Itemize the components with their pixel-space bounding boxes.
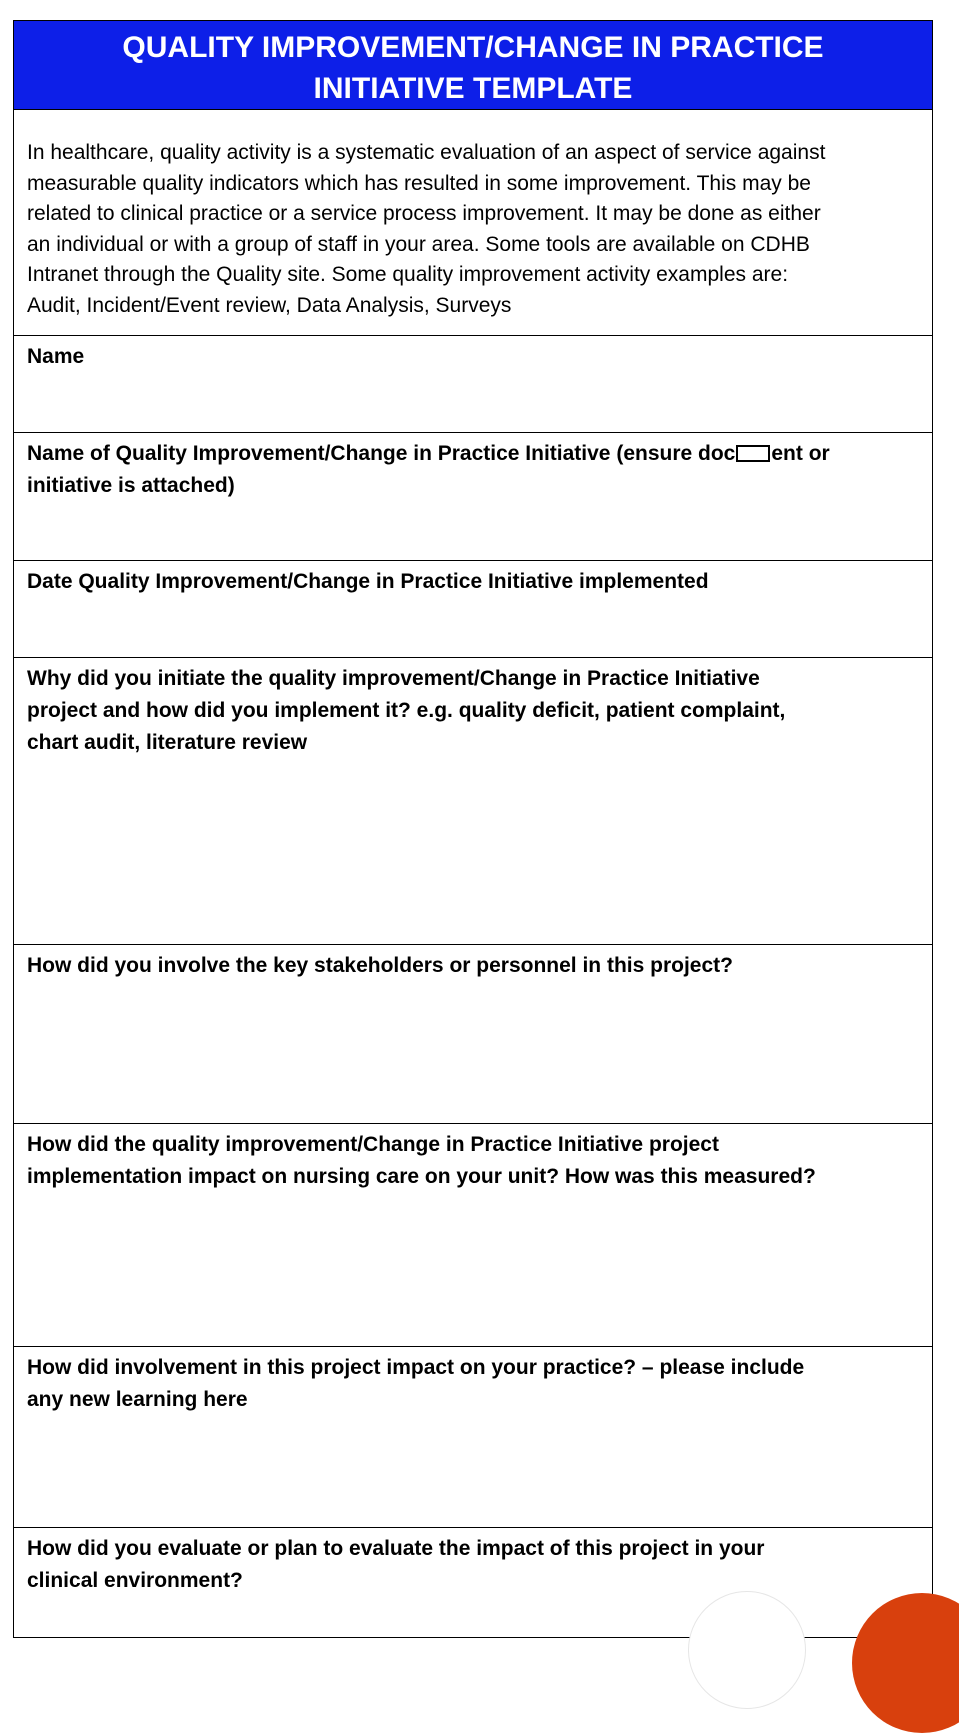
redaction-box-icon: [736, 445, 770, 462]
evaluate-label-line: How did you evaluate or plan to evaluate the impact of this project in your: [27, 1537, 765, 1560]
intro-line: In healthcare, quality activity is a systematic evaluation of an aspect of service against: [27, 141, 826, 164]
stakeholders-field[interactable]: [14, 945, 933, 1124]
impact-nursing-label-line: implementation impact on nursing care on your unit? How was this measured?: [27, 1165, 816, 1188]
stakeholders-label: How did you involve the key stakeholders or personnel in this project?: [27, 954, 733, 977]
impact-practice-label-line: any new learning here: [27, 1388, 248, 1411]
evaluate-label-line: clinical environment?: [27, 1569, 243, 1592]
initiative-name-label-line-2: initiative is attached): [27, 474, 235, 497]
intro-line: related to clinical practice or a service process improvement. It may be done as either: [27, 202, 821, 225]
why-initiate-field[interactable]: [14, 658, 933, 945]
impact-nursing-field[interactable]: [14, 1124, 933, 1347]
date-implemented-field[interactable]: [14, 561, 933, 658]
why-initiate-label-line: Why did you initiate the quality improvement/Change in Practice Initiative: [27, 667, 760, 690]
intro-line: Audit, Incident/Event review, Data Analysis, Surveys: [27, 293, 512, 317]
why-initiate-label-line: chart audit, literature review: [27, 731, 308, 754]
intro-line: an individual or with a group of staff in your area. Some tools are available on CDHB: [27, 232, 810, 256]
why-initiate-label-line: project and how did you implement it? e.g. quality deficit, patient complaint,: [27, 699, 786, 722]
form-title-line-1: QUALITY IMPROVEMENT/CHANGE IN PRACTICE: [122, 31, 824, 64]
form-title: [14, 21, 933, 110]
initiative-name-label-part-2: ent or: [771, 442, 830, 465]
date-implemented-label: Date Quality Improvement/Change in Practice Initiative implemented: [27, 570, 709, 593]
impact-practice-label-line: How did involvement in this project impact on your practice? – please include: [27, 1356, 805, 1379]
name-field[interactable]: [14, 336, 933, 433]
form-title-line-2: INITIATIVE TEMPLATE: [313, 72, 633, 105]
floating-circle-faint: [688, 1591, 806, 1709]
intro-text: [14, 110, 933, 336]
initiative-name-label-part-1: Name of Quality Improvement/Change in Practice Initiative (ensure doc: [27, 442, 736, 465]
initiative-name-field[interactable]: [14, 433, 933, 561]
impact-practice-field[interactable]: [14, 1347, 933, 1528]
intro-line: Intranet through the Quality site. Some quality improvement activity examples are:: [27, 263, 789, 286]
name-label: Name: [27, 345, 85, 368]
quality-initiative-form: [13, 20, 933, 1638]
initiative-name-label: [27, 438, 919, 470]
impact-nursing-label-line: How did the quality improvement/Change in Practice Initiative project: [27, 1133, 719, 1156]
intro-line: measurable quality indicators which has resulted in some improvement. This may be: [27, 171, 811, 195]
